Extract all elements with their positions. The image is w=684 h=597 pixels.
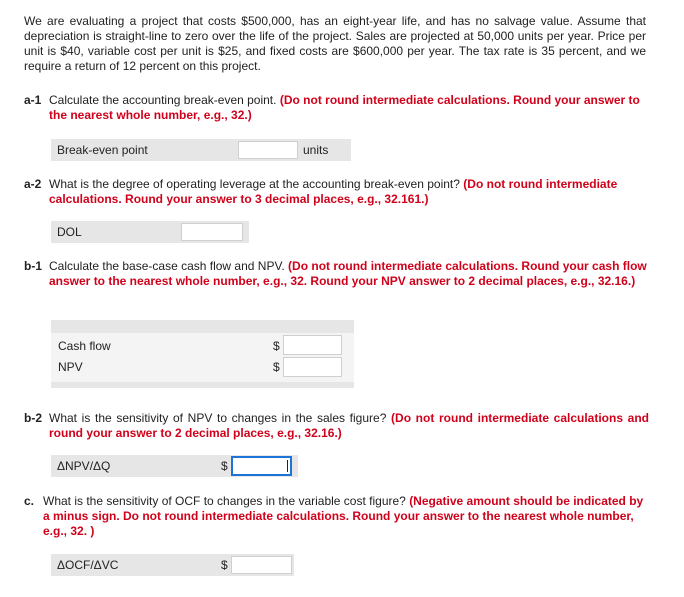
break-even-row: [51, 139, 351, 161]
cash-flow-label: Cash flow: [58, 339, 111, 353]
cashflow-npv-panel: [51, 320, 354, 388]
question-text: What is the sensitivity of NPV to changes in the sales figure?: [49, 411, 387, 425]
row-label: DOL: [57, 225, 82, 239]
question-label: b-2: [24, 411, 42, 425]
question-a1: [24, 93, 649, 123]
question-text: Calculate the accounting break-even point.: [49, 93, 277, 107]
dol-row: [51, 221, 249, 243]
question-a2: [24, 177, 649, 207]
instruction-text: (Do not round intermediate calculations. Round your answer to the nearest whole number, e.g., 32.): [49, 93, 640, 122]
instruction-text: (Do not round intermediate calculations. Round your answer to 3 decimal places, e.g., 32.161.): [49, 177, 618, 206]
ocf-sensitivity-input[interactable]: [231, 556, 292, 574]
question-b1: [24, 259, 649, 289]
currency-symbol: $: [221, 558, 228, 572]
currency-symbol: $: [221, 459, 228, 473]
instruction-text: (Negative amount should be indicated by a minus sign. Do not round intermediate calculations. Round your answer to the nearest whole number, e.g., 32. ): [43, 494, 644, 538]
dol-input[interactable]: [181, 223, 243, 241]
currency-symbol: $: [273, 360, 280, 374]
cash-flow-input[interactable]: [283, 335, 342, 355]
row-label: ΔOCF/ΔVC: [57, 558, 119, 572]
question-c: [24, 494, 649, 539]
question-b2: [24, 411, 649, 441]
question-text: Calculate the base-case cash flow and NPV.: [49, 259, 285, 273]
npv-label: NPV: [58, 360, 83, 374]
currency-symbol: $: [273, 339, 280, 353]
question-label: b-1: [24, 259, 42, 273]
question-label: a-1: [24, 93, 42, 107]
question-label: c.: [24, 494, 35, 508]
npv-input[interactable]: [283, 357, 342, 377]
question-text: What is the degree of operating leverage at the accounting break-even point?: [49, 177, 460, 191]
question-label: a-2: [24, 177, 42, 191]
problem-statement: We are evaluating a project that costs $500,000, has an eight-year life, and has no salvage value. Assume that depreciation is straight-line to zero over the life of the project. Sales are projected at 50,000 units per year. Price per unit is $40, variable cost per unit is $25, and fixed costs are $600,000 per year. The tax rate is 35 percent, and we require a return of 12 percent on this project.: [24, 14, 646, 73]
npv-sensitivity-row: [51, 455, 298, 477]
row-label: ΔNPV/ΔQ: [57, 459, 111, 473]
ocf-sensitivity-row: [51, 554, 294, 576]
text-cursor: [287, 460, 288, 472]
instruction-text: (Do not round intermediate calculations and round your answer to 2 decimal places, e.g., 32.16.): [49, 411, 649, 440]
break-even-input[interactable]: [238, 141, 298, 159]
npv-sensitivity-input[interactable]: [231, 456, 292, 476]
instruction-text: (Do not round intermediate calculations. Round your cash flow answer to the nearest whole number, e.g., 32. Round your NPV answer to 2 decimal places, e.g., 32.16.): [49, 259, 647, 288]
row-label: Break-even point: [57, 143, 148, 157]
question-text: What is the sensitivity of OCF to changes in the variable cost figure?: [43, 494, 406, 508]
unit-label: units: [303, 143, 329, 157]
